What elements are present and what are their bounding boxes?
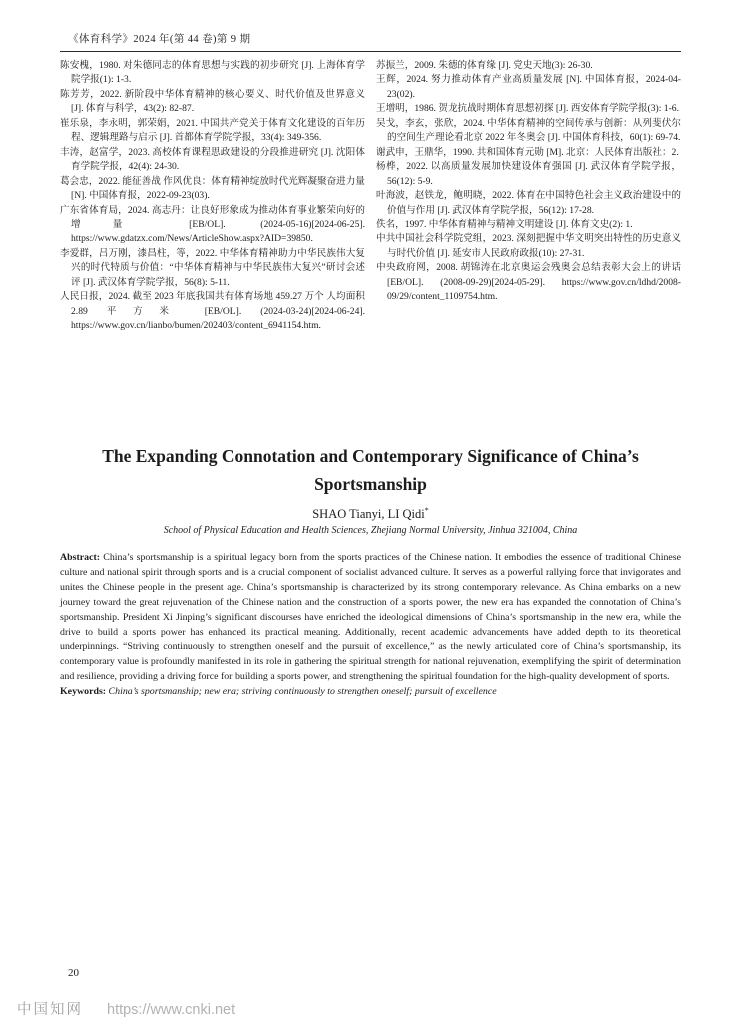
abstract-paragraph <box>60 551 681 685</box>
header-divider <box>60 51 681 52</box>
journal-header: 《体育科学》2024 年(第 44 卷)第 9 期 <box>68 34 251 45</box>
article-authors <box>60 506 681 522</box>
keywords-text: China’s sportsmanship; new era; striving continuously to strengthen oneself; pursuit of excellence <box>108 686 497 698</box>
reference-entry: 中共中国社会科学院党组，2023. 深刻把握中华文明突出特性的历史意义与时代价值 [J]. 延安市人民政府政报(10): 27-31. <box>376 233 681 259</box>
abstract-label: Abstract: <box>60 552 101 563</box>
page-number: 20 <box>68 967 79 979</box>
reference-entry: 佚名，1997. 中华体育精神与精神文明建设 [J]. 体育文史(2): 1. <box>376 218 633 230</box>
reference-entry: 谢武申，王鼎华，1990. 共和国体育元勋 [M]. 北京：人民体育出版社：2. <box>376 146 679 158</box>
keywords-label: Keywords: <box>60 686 107 698</box>
article-affiliation: School of Physical Education and Health Sciences, Zhejiang Normal University, Jinhua 321004, China <box>163 525 578 537</box>
reference-entry: 陈安槐，1980. 对朱德同志的体育思想与实践的初步研究 [J]. 上海体育学院学报(1): 1-3. <box>60 60 365 86</box>
cnki-brand: 中国知网 <box>17 1002 83 1018</box>
reference-entry: 广东省体育局，2024. 高志丹：让良好形象成为推动体育事业繁荣向好的增量 [EB/OL]. (2024-05-16)[2024-06-25]. https://www.gdatzx.com/News/ArticleShow.aspx?AID=39850. <box>60 204 365 245</box>
abstract-section <box>60 551 681 700</box>
reference-entry: 丰涛，赵富学，2023. 高校体育课程思政建设的分段推进研究 [J]. 沈阳体育学院学报，42(4): 24-30. <box>60 146 365 173</box>
reference-entry: 葛会忠，2022. 能征善战 作风优良：体育精神绽放时代光辉凝聚奋进力量 [N]. 中国体育报，2022-09-23(03). <box>60 175 365 202</box>
reference-entry: 叶海波，赵铁龙，鲍明晓，2022. 体育在中国特色社会主义政治建设中的价值与作用 [J]. 武汉体育学院学报，56(12): 17-28. <box>376 190 681 216</box>
reference-entry: 崔乐泉，李永明，郭荣娟，2021. 中国共产党关于体育文化建设的百年历程、逻辑理路与启示 [J]. 首都体育学院学报，33(4): 349-356. <box>60 117 365 144</box>
references-column-left <box>60 59 365 334</box>
reference-entry: 杨桦，2022. 以高质量发展加快建设体育强国 [J]. 武汉体育学院学报，56(12): 5-9. <box>376 161 681 187</box>
reference-entry: 王增明，1986. 贺龙抗战时期体育思想初探 [J]. 西安体育学院学报(3): 1-6. <box>376 103 679 115</box>
reference-entry: 王辉，2024. 努力推动体育产业高质量发展 [N]. 中国体育报，2024-04-23(02). <box>376 74 681 100</box>
abstract-text: China’s sportsmanship is a spiritual legacy born from the sports practices of the Chinese nation. It embodies the essence of traditional Chinese culture and national spirit through sports and is a crucial component of socialist advanced culture. It serves as a powerful rallying force that invigorates and unites the Chinese people in the present age. China’s sportsmanship is characterized by its strong contemporary relevance. As China embarks on a new journey toward the great rejuvenation of the Chinese nation and the construction of a sports power, the new era has expanded the connotation of China’s sportsmanship. President Xi Jinping’s significant discourses have enriched the ideological dimensions of China’s sportsmanship in the new era, while the drive to build a sports power has enhanced its practical meaning. Additionally, recent academic advancements have added depth to its theoretical underpinnings. “Striving continuously to strengthen oneself and the pursuit of excellence,” as the newly articulated core of China’s sportsmanship, its contemporary value is profoundly manifested in its role in gathering the spiritual strength for national rejuvenation, exemplifying the spirit of determination and resilience, providing a driving force for building a sports power, and strengthening the spiritual foundation for the high-quality development of sports. <box>60 552 682 683</box>
reference-entry: 苏振兰，2009. 朱德的体育缘 [J]. 党史天地(3): 26-30. <box>376 60 593 71</box>
author-footnote-marker: * <box>424 506 429 515</box>
article-title: The Expanding Connotation and Contemporary Significance of China’s Sportsmanship <box>102 446 639 494</box>
references-section <box>60 59 681 334</box>
reference-entry: 李爱群，吕万刚，漆昌柱，等，2022. 中华体育精神助力中华民族伟大复兴的时代特质与价值：“中华体育精神与中华民族伟大复兴”研讨会述评 [J]. 武汉体育学院学报，56(8): 5-11. <box>60 247 365 288</box>
cnki-url: https://www.cnki.net <box>107 1002 236 1018</box>
keywords-paragraph <box>60 685 681 700</box>
cnki-watermark <box>17 998 235 1019</box>
reference-entry: 中央政府网，2008. 胡锦涛在北京奥运会残奥会总结表彰大会上的讲话 [EB/OL]. (2008-09-29)[2024-05-29]. https://www.gov.cn/ldhd/2008-09/29/content_1109754.htm. <box>376 262 681 303</box>
authors-names: SHAO Tianyi, LI Qidi <box>312 507 425 522</box>
article-header <box>60 443 681 536</box>
references-column-right <box>376 59 681 334</box>
reference-entry: 陈芳芳，2022. 新阶段中华体育精神的核心要义、时代价值及世界意义 [J]. 体育与科学，43(2): 82-87. <box>60 88 365 115</box>
reference-entry: 吴戈，李玄，张欣，2024. 中华体育精神的空间传承与创新：从列斐伏尔的空间生产理论看北京 2022 年冬奥会 [J]. 中国体育科技，60(1): 69-74. <box>376 117 681 144</box>
reference-entry: 人民日报，2024. 截至 2023 年底我国共有体育场地 459.27 万个 人均面积 2.89 平方米 [EB/OL]. (2024-03-24)[2024-06-24]. https://www.gov.cn/lianbo/bumen/202403/content_6941154.htm. <box>60 291 365 332</box>
